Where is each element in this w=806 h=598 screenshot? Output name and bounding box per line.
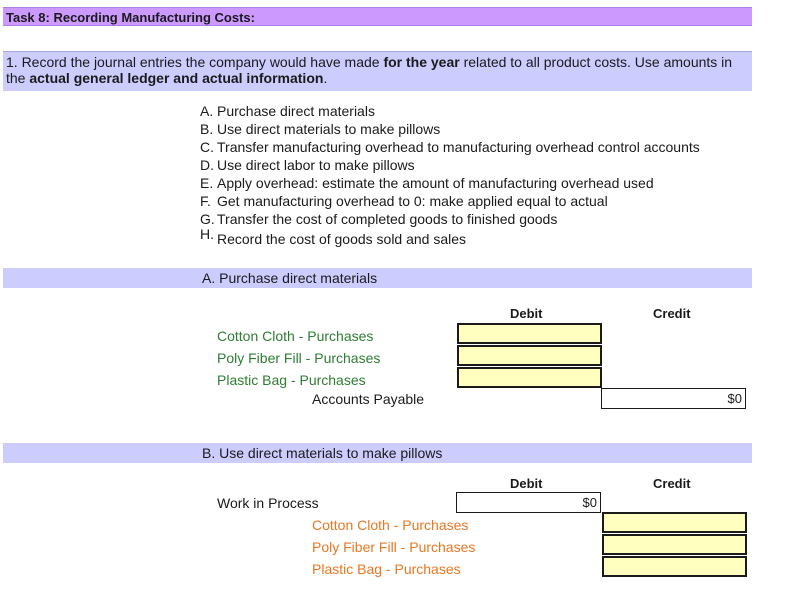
section-b-title: B. Use direct materials to make pillows xyxy=(202,445,443,461)
section-b-credit-input[interactable] xyxy=(602,534,747,555)
section-b-bar xyxy=(3,443,752,463)
step-letter: H. xyxy=(200,226,214,242)
section-b-credit-account: Poly Fiber Fill - Purchases xyxy=(312,539,476,555)
step-letter: A. xyxy=(200,103,214,119)
section-a-credit-total: $0 xyxy=(601,388,746,409)
section-b-debit-total: $0 xyxy=(456,492,601,513)
step-text: Record the cost of goods sold and sales xyxy=(217,231,467,247)
section-a-debit-input[interactable] xyxy=(457,367,602,388)
step-text: Apply overhead: estimate the amount of manufacturing overhead used xyxy=(217,175,654,191)
section-a-credit-header: Credit xyxy=(653,306,691,321)
section-b-credit-account: Plastic Bag - Purchases xyxy=(312,561,461,577)
task-title: Task 8: Recording Manufacturing Costs: xyxy=(6,10,255,25)
section-b-credit-input[interactable] xyxy=(602,512,747,533)
step-text: Get manufacturing overhead to 0: make applied equal to actual xyxy=(217,193,608,209)
section-a-title: A. Purchase direct materials xyxy=(202,270,378,286)
instruction-bar xyxy=(3,51,752,91)
section-a-credit-account: Accounts Payable xyxy=(312,391,425,407)
step-text: Transfer manufacturing overhead to manufacturing overhead control accounts xyxy=(217,139,700,155)
step-letter: C. xyxy=(200,139,214,155)
section-b-credit-input[interactable] xyxy=(602,556,747,577)
section-a-debit-account: Plastic Bag - Purchases xyxy=(217,372,366,388)
step-text: Transfer the cost of completed goods to finished goods xyxy=(217,211,558,227)
instruction-text: . xyxy=(323,70,328,86)
step-letter: B. xyxy=(200,121,214,137)
step-text: Purchase direct materials xyxy=(217,103,375,119)
section-a-debit-input[interactable] xyxy=(457,323,602,344)
section-b-debit-account: Work in Process xyxy=(217,495,319,511)
step-letter: G. xyxy=(200,211,215,227)
section-a-debit-account: Poly Fiber Fill - Purchases xyxy=(217,350,381,366)
instruction-text: related to all product costs. Use amounts in xyxy=(459,54,733,70)
instruction-line-2 xyxy=(6,70,327,86)
instruction-emphasis: for the year xyxy=(383,54,460,70)
section-b-credit-header: Credit xyxy=(653,476,691,491)
instruction-text: 1. Record the journal entries the company would have made xyxy=(6,54,384,70)
section-a-debit-input[interactable] xyxy=(457,345,602,366)
step-letter: F. xyxy=(200,193,211,209)
section-a-debit-account: Cotton Cloth - Purchases xyxy=(217,328,374,344)
section-a-debit-header: Debit xyxy=(510,306,543,321)
step-text: Use direct materials to make pillows xyxy=(217,121,441,137)
step-letter: E. xyxy=(200,175,214,191)
section-a-bar xyxy=(3,268,752,288)
instruction-text: the xyxy=(6,70,30,86)
section-b-debit-header: Debit xyxy=(510,476,543,491)
step-letter: D. xyxy=(200,157,214,173)
task-title-bar xyxy=(3,7,752,26)
step-text: Use direct labor to make pillows xyxy=(217,157,415,173)
instruction-emphasis: actual general ledger and actual information xyxy=(29,70,324,86)
instruction-line-1 xyxy=(6,54,732,70)
section-b-credit-account: Cotton Cloth - Purchases xyxy=(312,517,469,533)
